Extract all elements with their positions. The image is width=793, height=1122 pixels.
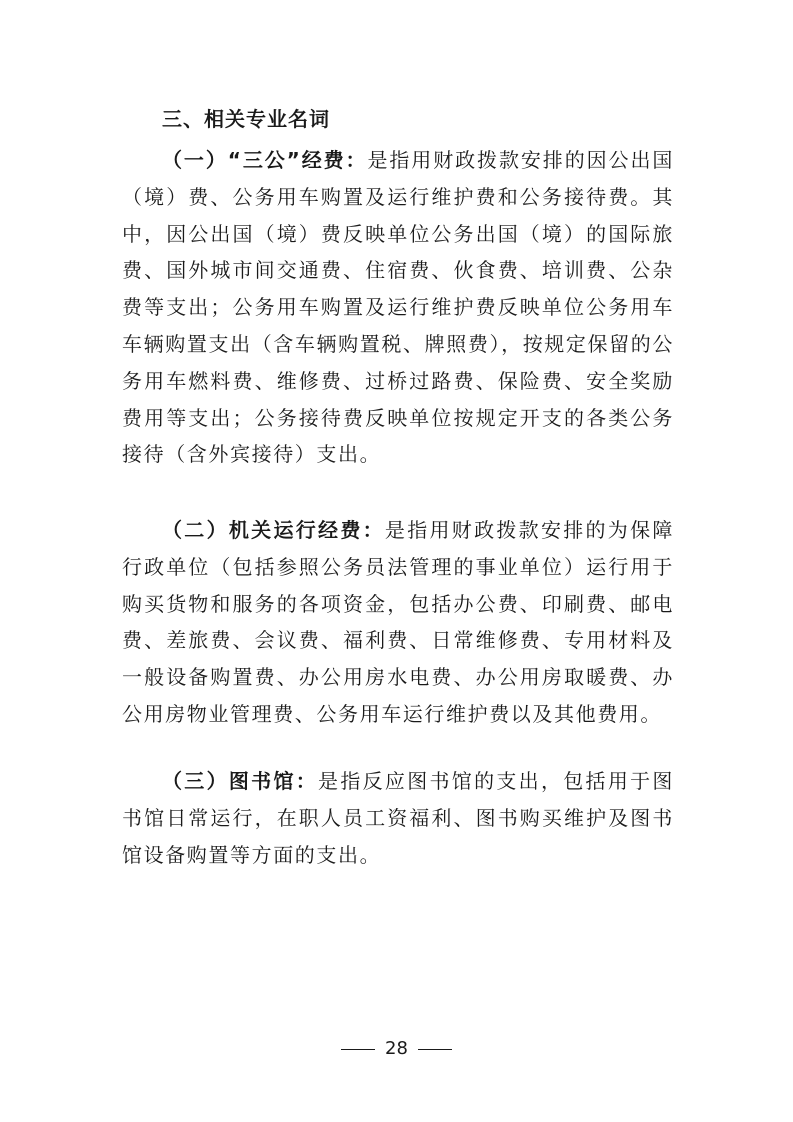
page-footer [0,1038,793,1059]
definition-sangong-expenses: 是指用财政拨款安排的因公出国（境）费、公务用车购置及运行维护费和公务接待费。其中，因公出国（境）费反映单位公务出国（境）的国际旅费、国外城市间交通费、住宿费、伙食费、培训费、公杂费等支出；公务用车购置及运行维护费反映单位公务用车车辆购置支出（含车辆购置税、牌照费），按规定保留的公务用车燃料费、维修费、过桥过路费、保险费、安全奖励费用等支出；公务接待费反映单位按规定开支的各类公务接待（含外宾接待）支出。 [122,148,674,467]
paragraph-agency-operating-expenses [122,512,674,733]
paragraph-library [122,763,674,873]
footer-dash-right [418,1049,452,1050]
definition-agency-operating-expenses: 是指用财政拨款安排的为保障行政单位（包括参照公务员法管理的事业单位）运行用于购买货物和服务的各项资金，包括办公费、印刷费、邮电费、差旅费、会议费、福利费、日常维修费、专用材料及一般设备购置费、办公用房水电费、办公用房取暖费、办公用房物业管理费、公务用车运行维护费以及其他费用。 [122,518,674,726]
term-library: （三）图书馆： [162,769,319,793]
term-sangong-expenses: （一）“三公”经费： [162,148,368,172]
definition-library: 是指反应图书馆的支出，包括用于图书馆日常运行，在职人员工资福利、图书购买维护及图书馆设备购置等方面的支出。 [122,769,675,867]
term-agency-operating-expenses: （二）机关运行经费： [162,518,385,542]
section-heading: 三、相关专业名词 [162,107,330,131]
paragraph-sangong-expenses [122,142,674,473]
page-number: 28 [385,1038,408,1059]
footer-dash-left [341,1049,375,1050]
